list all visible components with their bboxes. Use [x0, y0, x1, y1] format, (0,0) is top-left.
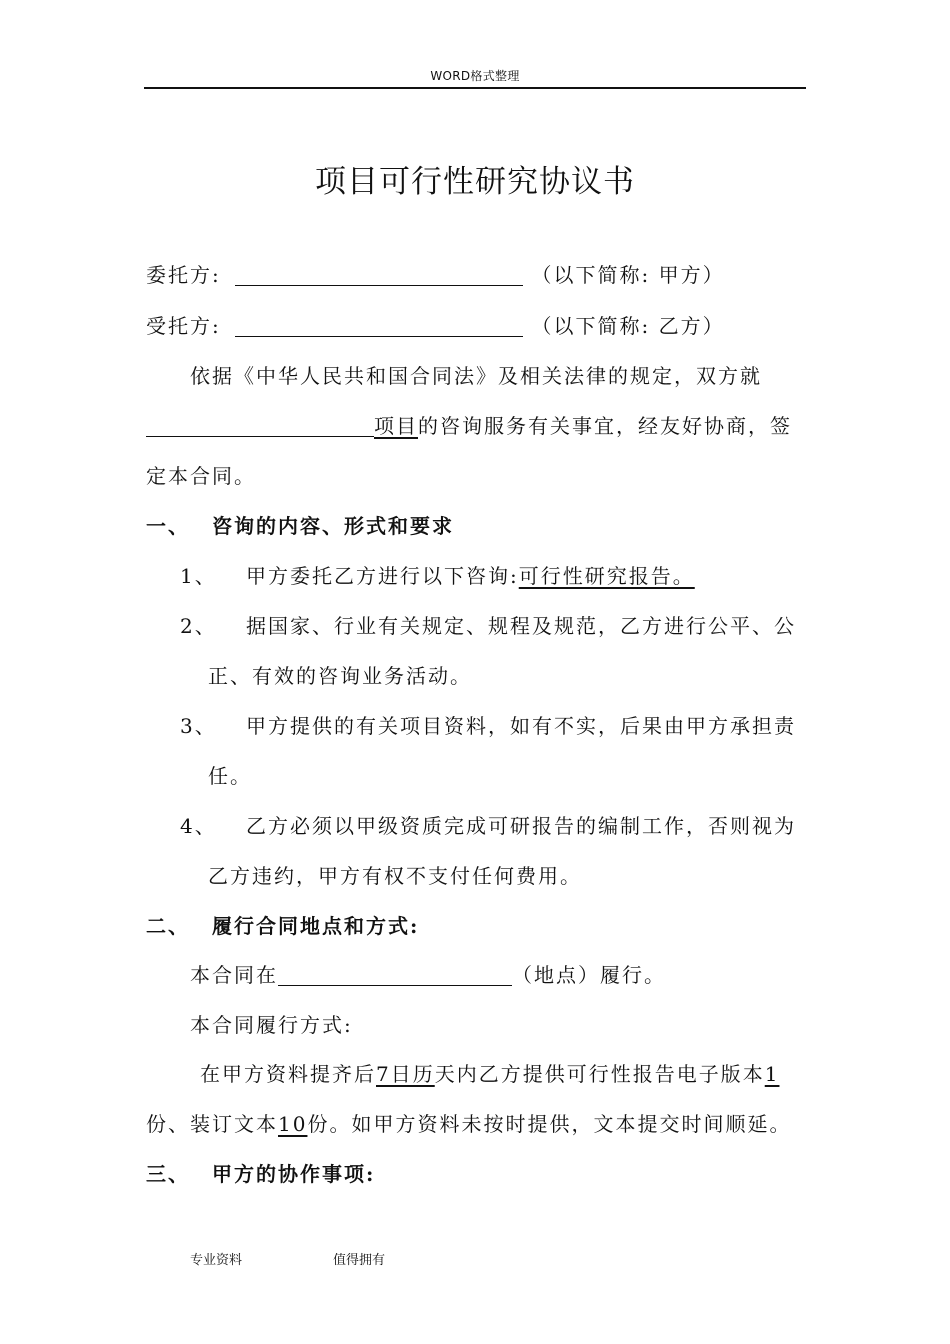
- place-blank: [278, 965, 512, 986]
- intro-line-3: 定本合同。: [146, 464, 256, 488]
- section1-item-1: [180, 563, 695, 589]
- client-line: [146, 262, 725, 288]
- section3-number: 三、: [146, 1162, 190, 1186]
- footer-left: 专业资料: [190, 1253, 243, 1268]
- item-text: 甲方委托乙方进行以下咨询:: [246, 564, 519, 588]
- section2-heading: [146, 913, 419, 939]
- bound-copies-value: 10: [278, 1112, 308, 1136]
- page-header: WORD格式整理: [430, 69, 520, 83]
- item-number: 4、: [180, 814, 217, 838]
- electronic-copies-value: 1: [764, 1062, 780, 1086]
- intro-line-2-text: 的咨询服务有关事宜，经友好协商，签: [418, 414, 792, 438]
- place-line: [190, 962, 666, 988]
- item-number: 1、: [180, 564, 217, 588]
- section1-item-2-cont: 正、有效的咨询业务活动。: [208, 664, 472, 688]
- section1-item-2: [180, 613, 796, 639]
- method-text-3: 份、装订文本: [146, 1112, 278, 1136]
- header-rule: [144, 87, 806, 89]
- place-suffix: （地点）履行。: [512, 963, 666, 987]
- item-number: 2、: [180, 614, 217, 638]
- client-label: 委托方:: [146, 263, 221, 287]
- contractor-note: （以下简称: 乙方）: [531, 314, 725, 338]
- days-value: 7日历: [376, 1062, 435, 1086]
- contractor-line: [146, 313, 725, 339]
- document-title: 项目可行性研究协议书: [315, 164, 635, 200]
- section2-title: 履行合同地点和方式:: [212, 914, 420, 938]
- method-label: 本合同履行方式:: [190, 1013, 353, 1037]
- project-word: 项目: [374, 414, 418, 438]
- item-number: 3、: [180, 714, 217, 738]
- section2-number: 二、: [146, 914, 190, 938]
- section1-item-3: [180, 713, 796, 739]
- section1-item-3-cont: 任。: [208, 764, 252, 788]
- section3-heading: [146, 1161, 375, 1187]
- section1-item-4-cont: 乙方违约，甲方有权不支付任何费用。: [208, 864, 582, 888]
- project-name-blank: [146, 416, 374, 437]
- client-note: （以下简称: 甲方）: [531, 263, 725, 287]
- section3-title: 甲方的协作事项:: [212, 1162, 376, 1186]
- intro-line-1: 依据《中华人民共和国合同法》及相关法律的规定，双方就: [190, 364, 762, 388]
- method-text-4: 份。如甲方资料未按时提供，文本提交时间顺延。: [307, 1112, 792, 1136]
- item-text: 乙方必须以甲级资质完成可研报告的编制工作，否则视为: [246, 814, 796, 838]
- method-text-2: 天内乙方提供可行性报告电子版本: [434, 1062, 765, 1086]
- item-text: 据国家、行业有关规定、规程及规范，乙方进行公平、公: [246, 614, 796, 638]
- section1-number: 一、: [146, 514, 190, 538]
- item-text: 甲方提供的有关项目资料，如有不实，后果由甲方承担责: [246, 714, 796, 738]
- item-underlined: 可行性研究报告。: [518, 564, 695, 588]
- section1-heading: [146, 513, 454, 539]
- contractor-label: 受托方:: [146, 314, 221, 338]
- method-line-2: [146, 1111, 791, 1137]
- section1-title: 咨询的内容、形式和要求: [212, 514, 454, 538]
- intro-line-2: [146, 413, 792, 439]
- place-prefix: 本合同在: [190, 963, 278, 987]
- method-text-1: 在甲方资料提齐后: [200, 1062, 376, 1086]
- section1-item-4: [180, 813, 796, 839]
- footer-right: 值得拥有: [333, 1253, 386, 1268]
- client-name-blank: [235, 265, 523, 286]
- method-line-1: [200, 1061, 779, 1087]
- contractor-name-blank: [235, 316, 523, 337]
